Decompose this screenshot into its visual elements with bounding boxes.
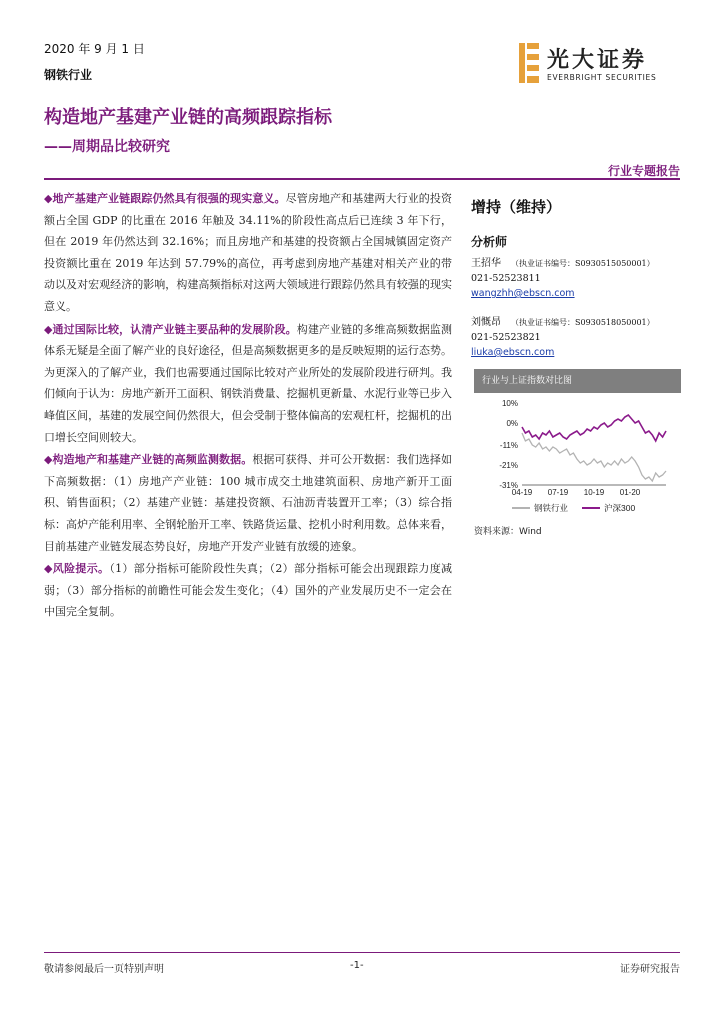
report-subtitle: ——周期品比较研究: [44, 139, 170, 155]
analyst-email-link[interactable]: liuka@ebscn.com: [471, 347, 555, 358]
paragraph-lead: ◆构造地产和基建产业链的高频监测数据。: [44, 453, 253, 467]
analyst-name: 刘慨昂: [471, 317, 501, 328]
page-number: -1-: [350, 960, 364, 971]
rating-label: 增持（维持）: [471, 198, 562, 216]
paragraph-monitoring: [44, 449, 452, 557]
legend-label: 沪深300: [604, 503, 636, 513]
y-tick-label: 10%: [501, 399, 518, 408]
analyst-phone: 021-52523811: [471, 273, 541, 284]
paragraph-significance: [44, 188, 452, 318]
report-type-label: 行业专题报告: [607, 164, 680, 178]
x-tick-label: 10-19: [583, 488, 605, 497]
chart-svg: [474, 393, 681, 523]
report-title: 构造地产基建产业链的高频跟踪指标: [44, 107, 332, 128]
footer-disclaimer: 敬请参阅最后一页特别声明: [44, 964, 164, 975]
x-tick-label: 01-20: [619, 488, 641, 497]
footer-divider: [44, 952, 680, 953]
report-date: 2020 年 9 月 1 日: [44, 42, 145, 56]
logo-mark-icon: [519, 43, 539, 83]
paragraph-text: 根据可获得、并可公开数据：我们选择如下高频数据：（1）房地产产业链：100 城市成交土地建筑面积、房地产新开工面积、销售面积；（2）基建产业链：基建投资额、石油沥青装置开工率；（3）综合指标：高炉产能利用率、全钢轮胎开工率、铁路货运量、挖机小时利用数。总体来看，目前基建产业链发展态势良好，房地产开发产业链有放缓的迹象。: [44, 453, 452, 553]
series-line: [522, 415, 666, 441]
y-tick-label: -21%: [499, 461, 518, 470]
paragraph-lead: ◆风险提示。: [44, 562, 110, 576]
sidebar: [471, 188, 681, 360]
analyst-heading: 分析师: [471, 235, 508, 249]
y-tick-label: -11%: [499, 441, 518, 450]
analyst-block: [471, 315, 681, 360]
paragraph-text: （1）部分指标可能阶段性失真；（2）部分指标可能会出现跟踪力度减弱；（3）部分指标的前瞻性可能会发生变化；（4）国外的产业发展历史不一定会在中国完全复制。: [44, 562, 452, 619]
series-line: [522, 433, 666, 481]
industry-label: 钢铁行业: [44, 68, 93, 82]
y-tick-label: -31%: [499, 481, 518, 490]
summary-body: [44, 188, 452, 624]
legend-label: 钢铁行业: [534, 503, 569, 513]
analyst-email-link[interactable]: wangzhh@ebscn.com: [471, 288, 575, 299]
analyst-phone: 021-52523821: [471, 332, 541, 343]
analyst-license: （执业证书编号：S0930515050001）: [511, 259, 655, 268]
x-tick-label: 07-19: [547, 488, 569, 497]
analyst-name: 王招华: [471, 258, 501, 269]
performance-chart: [474, 369, 681, 541]
header-divider: [44, 178, 680, 180]
chart-title: 行业与上证指数对比图: [474, 369, 681, 393]
logo-cn-text: 光大证券: [547, 47, 648, 73]
chart-source: 资料来源：Wind: [474, 527, 542, 537]
paragraph-risk: [44, 558, 452, 623]
analyst-license: （执业证书编号：S0930518050001）: [511, 318, 655, 327]
analyst-block: [471, 256, 681, 301]
paragraph-international: [44, 319, 452, 449]
x-tick-label: 04-19: [511, 488, 533, 497]
everbright-logo: [519, 43, 679, 87]
y-tick-label: 0%: [506, 419, 518, 428]
paragraph-lead: ◆地产基建产业链跟踪仍然具有很强的现实意义。: [44, 192, 286, 205]
logo-en-text: EVERBRIGHT SECURITIES: [547, 73, 657, 82]
paragraph-text: 构建产业链的多维高频数据监测体系无疑是全面了解产业的良好途径，但是高频数据更多的是反映短期的运行态势。为更深入的了解产业，我们也需要通过国际比较对产业所处的发展阶段进行研判。我们倾向于认为：房地产新开工面积、钢铁消费量、挖掘机更新量、水泥行业等已步入峰值区间，基建的发展空间仍然很大，但会受制于整体偏高的宏观杠杆，挖掘机的出口增长空间则较大。: [44, 322, 452, 444]
paragraph-text: 尽管房地产和基建两大行业的投资额占全国 GDP 的比重在 2016 年触及 34.11%的阶段性高点后已连续 3 年下行，但在 2019 年仍然达到 32.16%；而且房地产和基建的投资额占全国城镇固定资产投资额比重在 2019 年达到 57.79%的高位，再考虑到房地产基建对相关产业的带动以及对宏观经济的影响，构建高频指标对这两大领域进行跟踪仍然具有较强的现实意义。: [44, 192, 452, 313]
paragraph-lead: ◆通过国际比较，认清产业链主要品种的发展阶段。: [44, 322, 297, 336]
footer-report-label: 证券研究报告: [620, 964, 680, 975]
